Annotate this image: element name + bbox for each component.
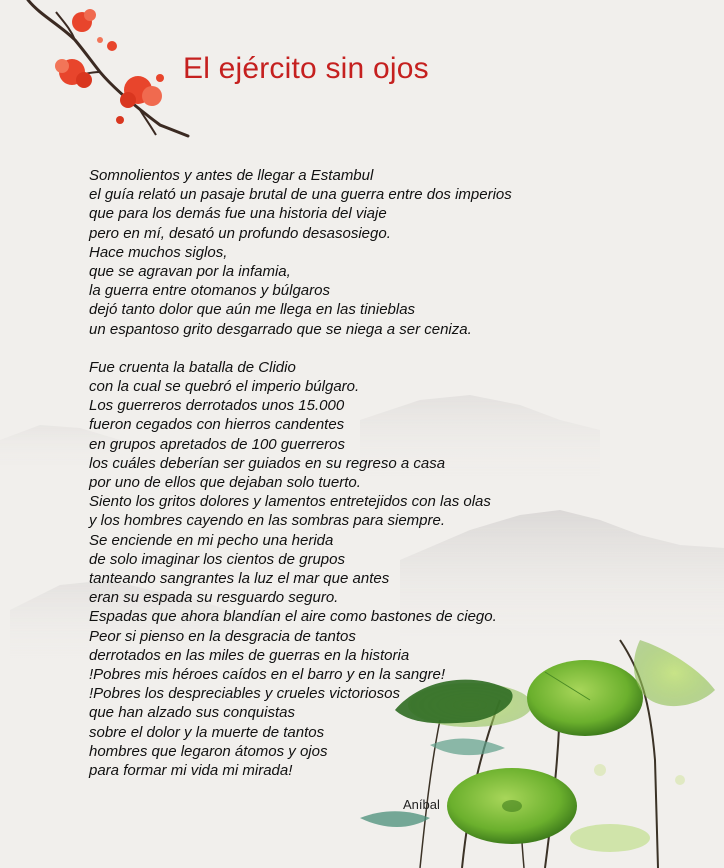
poem-line: Se enciende en mi pecho una herida [89, 531, 334, 549]
poem-line: la guerra entre otomanos y búlgaros [89, 282, 330, 300]
poem-line: Peor si pienso en la desgracia de tantos [89, 627, 356, 645]
stanza-1 [89, 166, 649, 339]
poem-line: tanteando sangrantes la luz el mar que antes [89, 570, 390, 588]
poem-line: Somnolientos y antes de llegar a Estambul [89, 167, 374, 184]
poem-line: !Pobres mis héroes caídos en el barro y en la sangre! [89, 666, 446, 684]
poem-line: por uno de ellos que dejaban solo tuerto. [89, 474, 361, 492]
poem-line: el guía relató un pasaje brutal de una guerra entre dos imperios [89, 186, 512, 204]
poem-line: fueron cegados con hierros candentes [89, 416, 345, 434]
poem-line: dejó tanto dolor que aún me llega en las tinieblas [89, 301, 416, 319]
poem-line: en grupos apretados de 100 guerreros [89, 435, 346, 453]
poem-line: derrotados en las miles de guerras en la historia [89, 646, 410, 664]
poem-line: Fue cruenta la batalla de Clidio [89, 358, 296, 376]
poem-line: un espantoso grito desgarrado que se niega a ser ceniza. [89, 320, 472, 338]
poem-line: que han alzado sus conquistas [89, 704, 295, 722]
poem-line: Hace muchos siglos, [89, 243, 228, 261]
poem-line: que se agravan por la infamia, [89, 263, 291, 281]
poem-line: Espadas que ahora blandían el aire como bastones de ciego. [89, 608, 497, 626]
poem-line: Siento los gritos dolores y lamentos entretejidos con las olas [89, 493, 491, 511]
blossom-branch [28, 0, 188, 136]
stanza-2 [89, 358, 649, 780]
poem-line: para formar mi vida mi mirada! [89, 762, 293, 780]
poem-line: de solo imaginar los cientos de grupos [89, 550, 345, 568]
poem-line: y los hombres cayendo en las sombras para siempre. [89, 512, 446, 530]
poem-line: que para los demás fue una historia del viaje [89, 205, 387, 223]
poem-line: con la cual se quebró el imperio búlgaro. [89, 378, 360, 396]
poem-title: El ejército sin ojos [183, 52, 429, 85]
poem-line: eran su espada su resguardo seguro. [89, 589, 339, 607]
poem-line: los cuáles deberían ser guiados en su regreso a casa [89, 454, 446, 472]
poem-line: Los guerreros derrotados unos 15.000 [89, 397, 345, 415]
poem-line: pero en mí, desató un profundo desasosiego. [89, 224, 391, 242]
poem-body [89, 166, 649, 780]
author-signature: Aníbal [403, 797, 440, 812]
poem-line: sobre el dolor y la muerte de tantos [89, 723, 325, 741]
poem-line: !Pobres los despreciables y crueles victoriosos [89, 685, 400, 703]
poem-line: hombres que legaron átomos y ojos [89, 742, 328, 760]
